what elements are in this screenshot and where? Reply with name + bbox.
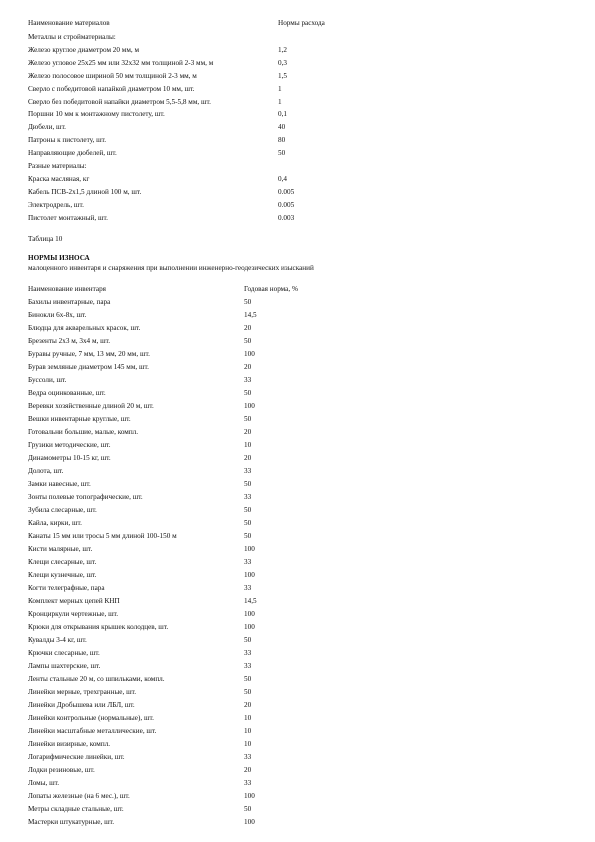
row-name: Направляющие дюбелей, шт. (28, 149, 117, 158)
row-name: Линейки контрольные (нормальные), шт. (28, 714, 154, 722)
table-row (0, 739, 595, 749)
table-row (0, 817, 595, 827)
table-row (0, 700, 595, 710)
row-value: 50 (244, 688, 252, 696)
row-name: Мастерки штукатурные, шт. (28, 818, 115, 826)
row-name: Веревки хозяйственные длиной 20 м, шт. (28, 402, 154, 410)
row-name: Зубила слесарные, шт. (28, 506, 97, 514)
row-name: Кайла, кирки, шт. (28, 519, 82, 527)
row-name: Вешки инвентарные круглые, шт. (28, 415, 131, 423)
table-row (0, 492, 595, 502)
table-row (0, 622, 595, 632)
row-value: 50 (244, 805, 252, 813)
row-value: 33 (244, 558, 252, 566)
table1-header (0, 18, 595, 28)
row-name: Грузики методические, шт. (28, 441, 111, 449)
row-name: Поршни 10 мм к монтажному пистолету, шт. (28, 110, 165, 119)
row-name: Железо круглое диаметром 20 мм, м (28, 45, 140, 54)
table-row (0, 713, 595, 723)
row-name: Электродрель, шт. (28, 200, 84, 209)
table-row (0, 752, 595, 762)
table-row (0, 297, 595, 307)
row-name: Пистолет монтажный, шт. (28, 213, 108, 222)
row-name: Когти телеграфные, пара (28, 584, 105, 592)
row-name: Линейки Дробышева или ЛБЛ, шт. (28, 701, 135, 709)
row-value: 0.003 (278, 213, 295, 222)
table-row (0, 531, 595, 541)
row-value: 50 (244, 675, 252, 683)
row-value: 100 (244, 571, 255, 579)
table-row (0, 401, 595, 411)
row-value: 14,5 (244, 311, 257, 319)
row-name: Линейки масштабные металлические, шт. (28, 727, 157, 735)
row-name: Буравы ручные, 7 мм, 13 мм, 20 мм, шт. (28, 350, 150, 358)
row-value: 0,4 (278, 174, 287, 183)
table-row (0, 453, 595, 463)
row-value: 20 (244, 428, 252, 436)
row-name: Ленты стальные 20 м, со шпильками, компл. (28, 675, 165, 683)
table-row (0, 32, 595, 42)
row-value: 33 (244, 649, 252, 657)
row-value: 33 (244, 467, 252, 475)
row-name: Железо угловое 25х25 мм или 32х32 мм толщиной 2-3 мм, м (28, 58, 214, 67)
row-name: Комплект мерных цепей КНП (28, 597, 120, 605)
table-row (0, 388, 595, 398)
row-name: Буссоли, шт. (28, 376, 67, 384)
table-row (0, 687, 595, 697)
table-row (0, 765, 595, 775)
table-row (0, 174, 595, 184)
row-value: 20 (244, 766, 252, 774)
row-name: Замки навесные, шт. (28, 480, 91, 488)
row-value: 20 (244, 363, 252, 371)
table-row (0, 596, 595, 606)
table-row (0, 466, 595, 476)
row-value: 50 (244, 480, 252, 488)
table-row (0, 349, 595, 359)
table-row (0, 648, 595, 658)
table1-header-name: Наименование материалов (28, 19, 110, 27)
row-name: Дюбели, шт. (28, 123, 66, 132)
table-label: Таблица 10 (28, 235, 63, 243)
table-row (0, 557, 595, 567)
row-value: 10 (244, 740, 252, 748)
row-name: Кисти малярные, шт. (28, 545, 93, 553)
table-row (0, 323, 595, 333)
row-value: 100 (244, 402, 255, 410)
row-name: Клещи кузнечные, шт. (28, 571, 97, 579)
table-row (0, 440, 595, 450)
row-value: 100 (244, 623, 255, 631)
table-row (0, 583, 595, 593)
table-row (0, 518, 595, 528)
table-row (0, 84, 595, 94)
row-name: Патроны к пистолету, шт. (28, 136, 107, 145)
row-name: Готовальни большие, малые, компл. (28, 428, 139, 436)
row-name: Логарифмические линейки, шт. (28, 753, 125, 761)
table-row (0, 97, 595, 107)
row-name: Краска масляная, кг (28, 174, 90, 183)
table2-header-value: Годовая норма, % (244, 285, 298, 293)
table-row (0, 58, 595, 68)
table-row (0, 661, 595, 671)
row-name: Кабель ПСВ-2х1,5 длиной 100 м, шт. (28, 187, 142, 196)
row-value: 33 (244, 753, 252, 761)
row-name: Бурав земляные диаметром 145 мм, шт. (28, 363, 149, 371)
row-value: 10 (244, 714, 252, 722)
row-value: 1,2 (278, 45, 287, 54)
row-value: 100 (244, 545, 255, 553)
row-value: 1 (278, 84, 282, 93)
row-value: 0,3 (278, 58, 287, 67)
row-value: 33 (244, 376, 252, 384)
table-row (0, 674, 595, 684)
row-name: Ломы, шт. (28, 779, 60, 787)
subheading: малоценного инвентаря и снаряжения при выполнении инженерно-геодезических изысканий (28, 264, 314, 272)
row-value: 0.005 (278, 187, 295, 196)
table-row (0, 213, 595, 223)
table-row (0, 778, 595, 788)
row-name: Метры складные стальные, шт. (28, 805, 124, 813)
row-name: Кронциркули чертежные, шт. (28, 610, 119, 618)
row-name: Долота, шт. (28, 467, 64, 475)
table-row (0, 505, 595, 515)
row-value: 50 (278, 149, 286, 158)
table-row (0, 544, 595, 554)
row-name: Разные материалы: (28, 162, 87, 170)
table-row (0, 479, 595, 489)
row-value: 100 (244, 610, 255, 618)
row-name: Бинокли 6х-8х, шт. (28, 311, 87, 319)
row-value: 50 (244, 519, 252, 527)
row-value: 40 (278, 123, 286, 132)
table-row (0, 375, 595, 385)
table-row (0, 804, 595, 814)
row-name: Кувалды 3-4 кг, шт. (28, 636, 87, 644)
row-name: Лопаты железные (на 6 мес.), шт. (28, 792, 130, 800)
row-value: 10 (244, 727, 252, 735)
row-name: Сверло с победитовой напайкой диаметром 10 мм, шт. (28, 84, 195, 93)
row-value: 0,1 (278, 110, 287, 119)
table-row (0, 135, 595, 145)
row-value: 33 (244, 584, 252, 592)
row-name: Динамометры 10-15 кг, шт. (28, 454, 111, 462)
table2-header-name: Наименование инвентаря (28, 285, 106, 293)
table-row (0, 362, 595, 372)
row-value: 0.005 (278, 200, 295, 209)
row-name: Канаты 15 мм или тросы 5 мм длиной 100-150 м (28, 532, 177, 540)
row-value: 100 (244, 818, 255, 826)
row-name: Клещи слесарные, шт. (28, 558, 97, 566)
row-value: 20 (244, 454, 252, 462)
row-value: 33 (244, 493, 252, 501)
row-value: 33 (244, 662, 252, 670)
table-row (0, 726, 595, 736)
row-name: Железо полосовое шириной 50 мм толщиной 2-3 мм, м (28, 71, 197, 80)
table-row (0, 414, 595, 424)
row-value: 80 (278, 136, 286, 145)
table-row (0, 45, 595, 55)
row-name: Лампы шахтерские, шт. (28, 662, 101, 670)
table-row (0, 71, 595, 81)
table-row (0, 109, 595, 119)
row-value: 50 (244, 532, 252, 540)
row-name: Бахилы инвентарные, пара (28, 298, 111, 306)
row-value: 100 (244, 350, 255, 358)
row-name: Ведра оцинкованные, шт. (28, 389, 106, 397)
row-name: Металлы и стройматериалы: (28, 33, 116, 41)
row-name: Крюки для открывания крышек колодцев, шт. (28, 623, 169, 631)
row-name: Крючки слесарные, шт. (28, 649, 100, 657)
row-name: Лодки резиновые, шт. (28, 766, 95, 774)
row-name: Зонты полевые топографические, шт. (28, 493, 143, 501)
row-value: 33 (244, 779, 252, 787)
table-row (0, 187, 595, 197)
row-name: Линейки визирные, компл. (28, 740, 111, 748)
table-row (0, 161, 595, 171)
row-value: 50 (244, 337, 252, 345)
row-value: 50 (244, 415, 252, 423)
table2-header (0, 284, 595, 294)
row-name: Сверло без победитовой напайки диаметром 5,5-5,8 мм, шт. (28, 97, 211, 106)
table-row (0, 609, 595, 619)
table-row (0, 635, 595, 645)
row-name: Брезенты 2х3 м, 3х4 м, шт. (28, 337, 111, 345)
table-row (0, 570, 595, 580)
row-value: 50 (244, 298, 252, 306)
table-row (0, 791, 595, 801)
row-name: Линейки мерные, трехгранные, шт. (28, 688, 137, 696)
row-value: 10 (244, 441, 252, 449)
table-row (0, 427, 595, 437)
row-value: 50 (244, 506, 252, 514)
row-value: 1 (278, 97, 282, 106)
row-value: 50 (244, 389, 252, 397)
table-row (0, 148, 595, 158)
row-value: 20 (244, 324, 252, 332)
table1-header-value: Нормы расхода (278, 19, 325, 27)
heading: НОРМЫ ИЗНОСА (28, 254, 90, 262)
table-row (0, 336, 595, 346)
row-value: 1,5 (278, 71, 287, 80)
table-row (0, 200, 595, 210)
row-value: 100 (244, 792, 255, 800)
row-value: 14,5 (244, 597, 257, 605)
row-name: Блюдца для акварельных красок, шт. (28, 324, 141, 332)
row-value: 50 (244, 636, 252, 644)
row-value: 20 (244, 701, 252, 709)
table-row (0, 310, 595, 320)
table-row (0, 122, 595, 132)
